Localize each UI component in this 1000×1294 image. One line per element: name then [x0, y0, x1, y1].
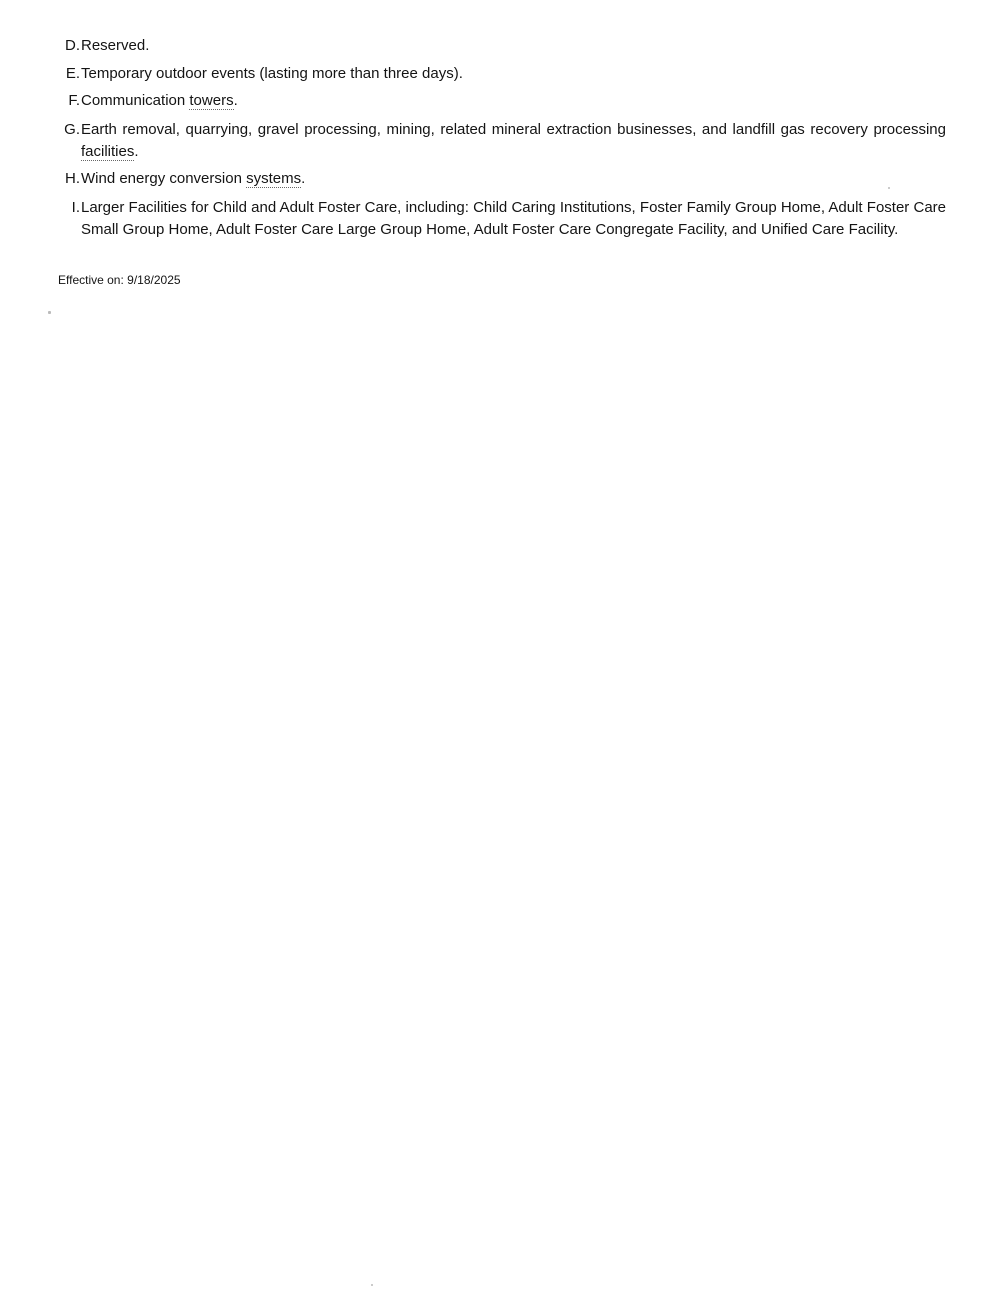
list-item-g	[58, 119, 946, 163]
systems-link[interactable]: systems	[246, 170, 302, 187]
item-marker: F.	[68, 92, 80, 109]
item-marker: D.	[65, 37, 80, 54]
list-item-h	[58, 168, 946, 190]
item-text: Temporary outdoor events (lasting more than three days).	[81, 65, 463, 82]
item-marker: I.	[71, 199, 80, 216]
list-item-i	[58, 197, 946, 241]
item-text-before: Communication	[81, 92, 190, 109]
item-marker: G.	[64, 121, 80, 138]
item-text: Larger Facilities for Child and Adult Foster Care, including: Child Caring Institutions, Foster Family Group Home, Adult Foster Care Small Group Home, Adult Foster Care Large Group Home, Adult Foster Care Congregate Facility, and Unified Care Facility.	[81, 199, 946, 238]
item-text	[81, 90, 946, 112]
effective-date: Effective on: 9/18/2025	[58, 273, 181, 287]
item-text-after: .	[233, 92, 238, 109]
item-text	[81, 119, 946, 163]
scan-speck	[48, 311, 51, 314]
item-text-after: .	[134, 143, 139, 160]
item-marker: E.	[65, 65, 80, 82]
item-text	[81, 168, 946, 190]
item-text: Reserved.	[81, 37, 150, 54]
list-item-d	[58, 35, 946, 57]
scan-speck	[888, 187, 890, 189]
item-text-after: .	[301, 170, 306, 187]
item-text-before: Earth removal, quarrying, gravel processing, mining, related mineral extraction businesses, and landfill gas recovery processing	[81, 121, 946, 138]
scan-speck	[371, 1284, 373, 1286]
item-marker: H.	[65, 170, 80, 187]
list-item-e	[58, 63, 946, 85]
towers-link[interactable]: towers	[189, 92, 234, 109]
item-text-before: Wind energy conversion	[81, 170, 247, 187]
list-item-f	[58, 90, 946, 112]
facilities-link[interactable]: facilities	[81, 143, 135, 160]
